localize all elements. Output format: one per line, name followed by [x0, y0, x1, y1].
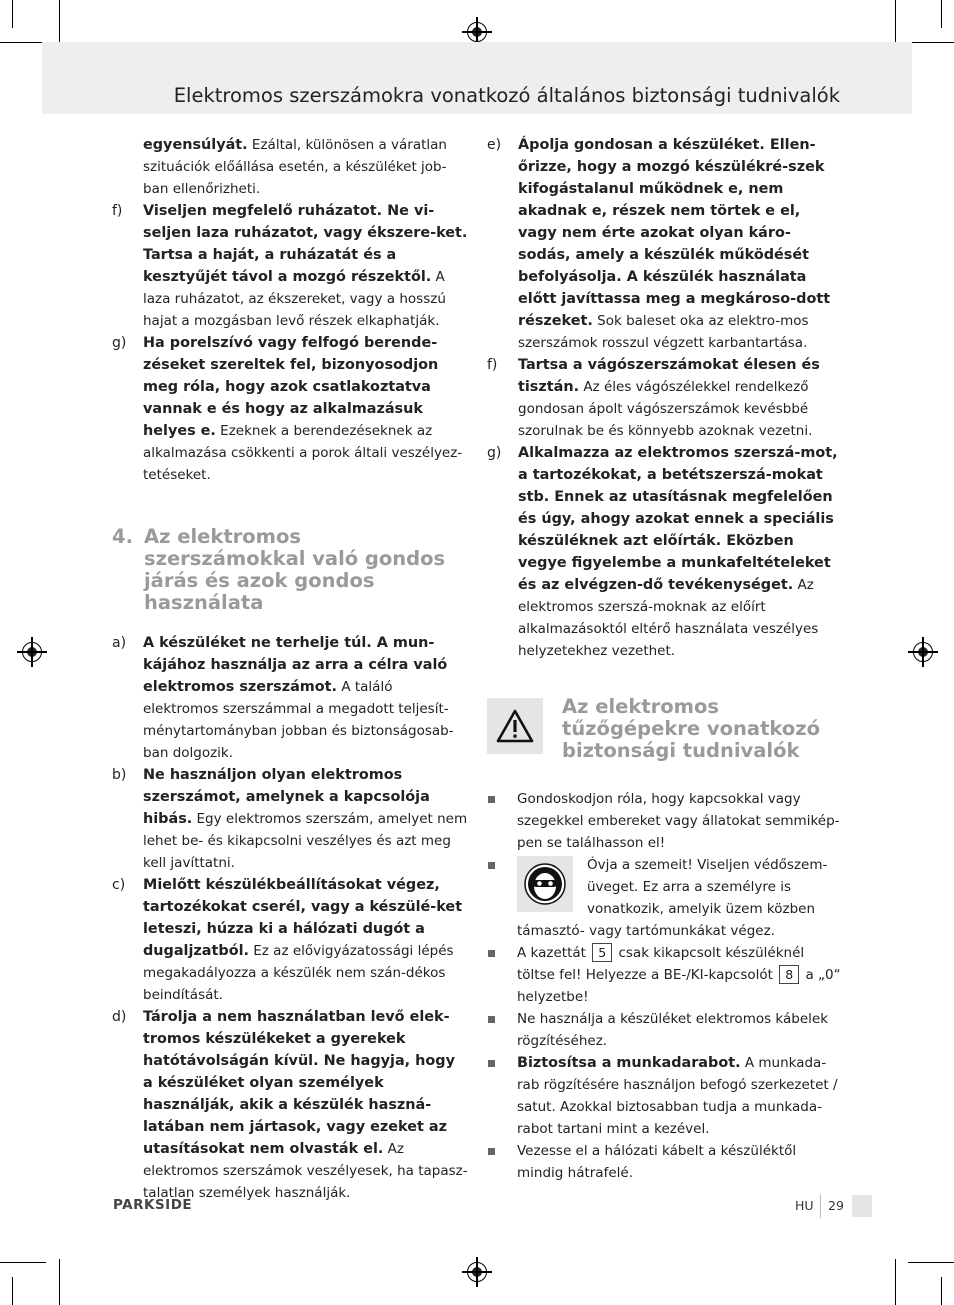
language-code: HU — [795, 1198, 814, 1213]
reference-number: 5 — [592, 943, 612, 962]
crop-mark — [59, 0, 60, 46]
bullet-item: Ne használja a készüléket elektromos kábelek rögzítéséhez. — [487, 1008, 843, 1052]
brand-logo: PARKSIDE — [113, 1197, 193, 1213]
registration-mark-icon — [467, 22, 487, 42]
list-item: f) Tartsa a vágószerszámokat élesen és tisztán. Az éles vágószélekkel rendelkező gondosan ápolt vágószerszámok kevésbbé szorulnak be és könnyebb azoknak vezetni. — [487, 357, 820, 439]
header-bar — [42, 42, 912, 114]
left-column — [112, 134, 468, 1204]
right-column — [487, 134, 843, 1184]
page-title: Elektromos szerszámokra vonatkozó általános biztonsági tudnivalók — [173, 84, 840, 107]
bullet-square-icon — [488, 950, 495, 957]
continued-paragraph: egyensúlyát. Ezáltal, különösen a váratlan szituációk előállása esetén, a készüléket job-ban ellenőrizheti. — [143, 137, 447, 197]
registration-mark-icon — [913, 642, 933, 662]
bullet-item: Biztosítsa a munkadarabot. A munkada-rab rögzítésére használjon befogó szerkezetet / satut. Azokkal biztosabban tudja a munkada-rabot tartani mint a kezével. — [487, 1052, 843, 1140]
bullet-square-icon — [488, 796, 495, 803]
bullet-item: Gondoskodjon róla, hogy kapcsokkal vagy szegekkel embereket vagy állatokat semmikép-pen se találhasson el! — [487, 788, 843, 854]
list-item: g) Ha porelszívó vagy felfogó berende-zéseket szereltek fel, bizonyosodjon meg róla, hogy azok csatlakoztatva vannak e és hogy az alkalmazásuk helyes e. Ezeknek a berendezéseknek az alkalmazása csökkenti a porok általi veszélyez-tetéseket. — [112, 335, 463, 483]
warning-triangle-icon — [487, 698, 543, 754]
crop-mark — [12, 1277, 13, 1305]
list-item: g) Alkalmazza az elektromos szerszá-mot, a tartozékokat, a betétszerszá-mokat stb. Ennek az utasításnak megfelelően és úgy, ahogy azokat ennek a speciális készüléknek azt előírták. Eközben vegye figyelembe a munkafeltételeket és az elvégzen-dő tevékenységet. Az elektromos szerszá-moknak az előírt alkalmazásoktól eltérő használata veszélyes helyzetekhez vezethet. — [487, 445, 838, 659]
page-number: 29 — [828, 1198, 844, 1213]
crop-mark — [941, 0, 942, 28]
list-item: e) Ápolja gondosan a készüléket. Ellen-őrizze, hogy a mozgó készülékré-szek kifogástalanul működnek e, nem akadnak e, részek nem törtek e el, vagy nem érte azokat olyan káro-sodás, amely a készülék működését befolyásolja. A készülék használata előtt javíttassa meg a megkároso-dott részeket. Sok baleset oka az elektro-mos szerszámok rosszul végzett karbantartása. — [487, 137, 831, 351]
warning-section-heading — [487, 696, 843, 762]
warning-title: Az elektromos tűzőgépekre vonatkozó biztonsági tudnivalók — [562, 695, 820, 762]
crop-mark — [0, 1262, 46, 1263]
reference-number: 8 — [779, 965, 799, 984]
crop-mark — [908, 42, 954, 43]
crop-mark — [895, 0, 896, 46]
bullet-item: Vezesse el a hálózati kábelt a készüléktől mindig hátrafelé. — [487, 1140, 843, 1184]
section-heading: 4. Az elektromos szerszámokkal való gondos járás és azok gondos használata — [112, 525, 446, 614]
list-item: f) Viseljen megfelelő ruházatot. Ne vi-seljen laza ruházatot, vagy ékszere-ket. Tartsa a haját, a ruházatát és a kesztyűjét távol a mozgó részektől. A laza ruházatot, az ékszereket, vagy a hosszú hajat a mozgásban levő részek elkaphatják. — [112, 203, 468, 329]
safety-goggles-icon — [517, 856, 573, 912]
crop-mark — [59, 1259, 60, 1305]
list-item: b) Ne használjon olyan elektromos szerszámot, amelynek a kapcsolója hibás. Egy elektromos szerszám, amelyet nem lehet be- és kikapcsolni veszélyes és azt meg kell javíttatni. — [112, 767, 468, 871]
bullet-square-icon — [488, 862, 495, 869]
registration-mark-icon — [467, 1262, 487, 1282]
divider — [820, 1194, 821, 1218]
bullet-square-icon — [488, 1060, 495, 1067]
list-item: c) Mielőtt készülékbeállításokat végez, tartozékokat cserél, vagy a készülé-ket leteszi, húzza ki a hálózati dugót a dugaljzatból. Ez az elővigyázatossági lépés megakadályozza a készülék nem szán-dékos beindítását. — [112, 877, 463, 1003]
crop-mark — [941, 1277, 942, 1305]
crop-mark — [0, 42, 46, 43]
page-tab-marker — [852, 1195, 872, 1217]
list-item: a) A készüléket ne terhelje túl. A mun-kájához használja az arra a célra való elektromos szerszámot. A találó elektromos szerszámmal a megadott teljesít-ménytartományban jobban és biztonságosab-ban dolgozik. — [112, 635, 454, 761]
bullet-square-icon — [488, 1016, 495, 1023]
bullet-square-icon — [488, 1148, 495, 1155]
bullet-item: Óvja a szemeit! Viseljen védőszem-üveget. Ez arra a személyre is vonatkozik, amelyik üzem közben támasztó- vagy tartómunkákat végez. — [487, 854, 843, 942]
registration-mark-icon — [22, 642, 42, 662]
list-item: d) Tárolja a nem használatban levő elek-tromos készülékeket a gyerekek hatótávolságán kívül. Ne hagyja, hogy a készüléket olyan személyek használják, akik a készülék haszná-latában nem jártasok, vagy ezeket az utasításokat nem olvasták el. Az elektromos szerszámok veszélyesek, ha tapasz-talatlan személyek használják. — [112, 1009, 468, 1201]
crop-mark — [12, 0, 13, 28]
crop-mark — [895, 1259, 896, 1305]
bullet-item: A kazettát 5 csak kikapcsolt készüléknél töltse fel! Helyezze a BE-/KI-kapcsolót 8 a „0“ helyzetbe! — [487, 942, 843, 1008]
crop-mark — [908, 1262, 954, 1263]
